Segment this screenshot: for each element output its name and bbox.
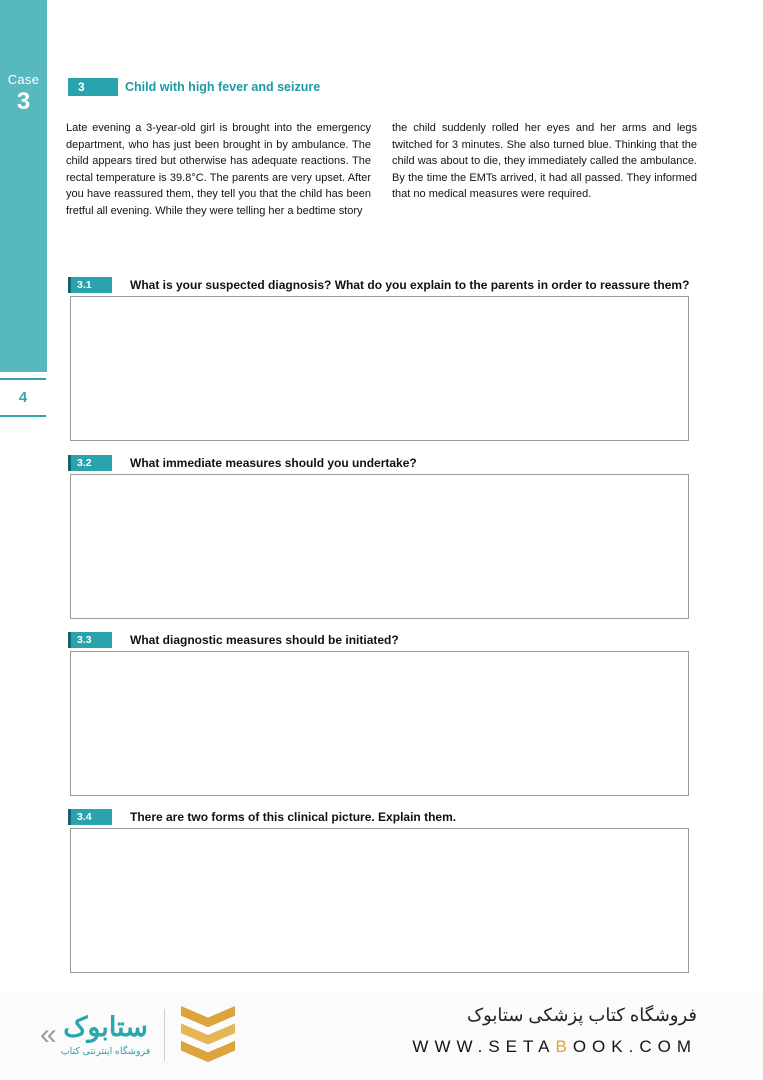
case-text-column-left: Late evening a 3-year-old girl is brought into the emergency department, who has just been brought in by ambulance. The child appears tired but otherwise has adequate reactions. The rectal temperature is 39.8°C. The parents are very upset. After you have reassured them, they tell you that the child has been fretful all evening. While they were telling her a bedtime story bbox=[66, 122, 371, 217]
url-suffix: OOK.COM bbox=[572, 1037, 697, 1056]
store-info bbox=[412, 1005, 697, 1057]
case-text-column-right: the child suddenly rolled her eyes and her arms and legs twitched for 3 minutes. She also turned blue. Thinking that the child was about to die, they immediately called the ambulance. By the time the EMTs arrived, it had all passed. They informed that no medical measures were required. bbox=[392, 122, 697, 200]
answer-box bbox=[70, 651, 689, 796]
page-number: 4 bbox=[18, 389, 28, 406]
chapter-number-badge: 3 bbox=[68, 78, 118, 96]
case-description bbox=[66, 120, 697, 219]
case-strip bbox=[0, 0, 47, 372]
question-number-badge: 3.4 bbox=[68, 809, 112, 825]
question-text: There are two forms of this clinical picture. Explain them. bbox=[130, 810, 457, 824]
page-number-marker bbox=[0, 378, 46, 417]
answer-box bbox=[70, 474, 689, 619]
answer-box bbox=[70, 296, 689, 441]
publisher-logo bbox=[40, 999, 237, 1071]
logo-wordmark bbox=[61, 1013, 151, 1057]
answer-box bbox=[70, 828, 689, 973]
question-text: What is your suspected diagnosis? What do you explain to the parents in order to reassure them? bbox=[130, 278, 690, 292]
logo-farsi-wordmark: ستابوک bbox=[63, 1012, 148, 1043]
url-prefix: WWW.SETA bbox=[412, 1037, 556, 1056]
question-row bbox=[68, 632, 697, 648]
logo-farsi-subtext: فروشگاه اینترنتی کتاب bbox=[60, 1045, 151, 1057]
question-number-badge: 3.3 bbox=[68, 632, 112, 648]
question-text: What diagnostic measures should be initiated? bbox=[130, 633, 399, 647]
store-title-farsi: فروشگاه کتاب پزشکی ستابوک bbox=[467, 1005, 697, 1025]
footer bbox=[0, 993, 763, 1080]
question-row bbox=[68, 277, 697, 293]
stacked-chevrons-icon bbox=[179, 1004, 237, 1066]
store-url bbox=[412, 1037, 697, 1057]
question-text: What immediate measures should you undertake? bbox=[130, 456, 417, 470]
question-row bbox=[68, 809, 697, 825]
question-number-badge: 3.1 bbox=[68, 277, 112, 293]
logo-divider bbox=[164, 1009, 165, 1061]
question-row bbox=[68, 455, 697, 471]
question-number-badge: 3.2 bbox=[68, 455, 112, 471]
url-highlight-letter: B bbox=[555, 1037, 573, 1056]
chapter-title: Child with high fever and seizure bbox=[125, 80, 321, 94]
case-number: 3 bbox=[16, 88, 31, 115]
guillemet-icon: « bbox=[40, 1018, 57, 1051]
case-label: Case bbox=[7, 72, 40, 87]
